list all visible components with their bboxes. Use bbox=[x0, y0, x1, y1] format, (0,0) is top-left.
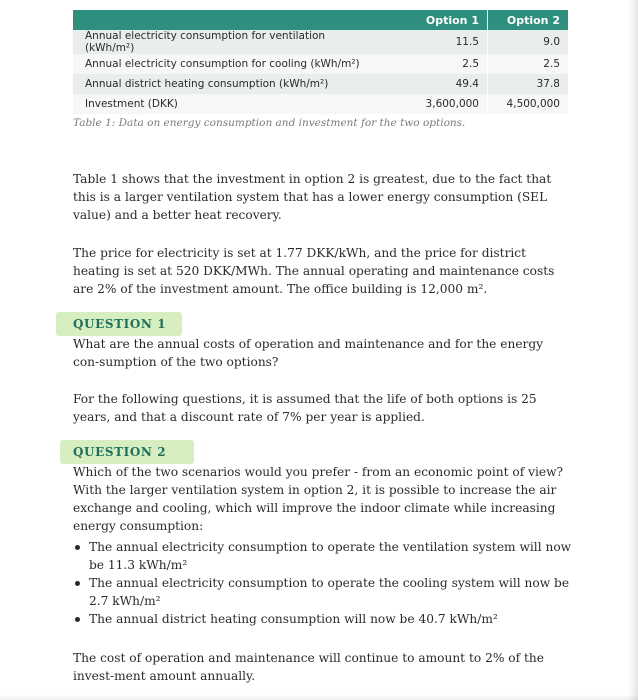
table-header-row bbox=[73, 10, 568, 30]
bullet-text: The annual electricity consumption to operate the ventilation system will now be 11.3 kWh/m² bbox=[89, 540, 572, 572]
table-header-blank bbox=[73, 10, 383, 30]
option-1-value: 2.5 bbox=[383, 54, 488, 74]
option-1-value: 11.5 bbox=[383, 30, 488, 54]
paragraph-prices: The price for electricity is set at 1.77 DKK/kWh, and the price for district heating is set at 520 DKK/MWh. The annual operating and maintenance costs are 2% of the investment amount. The office building is 12,000 m². bbox=[73, 246, 555, 296]
question-1-heading: QUESTION 1 bbox=[73, 317, 167, 331]
table-caption: Table 1: Data on energy consumption and investment for the two options. bbox=[73, 117, 466, 129]
paragraph-maintenance: The cost of operation and maintenance will continue to amount to 2% of the invest-ment amount annually. bbox=[73, 651, 544, 683]
option-2-value: 2.5 bbox=[488, 54, 569, 74]
bullet-dot-icon bbox=[75, 581, 80, 586]
question-2-heading: QUESTION 2 bbox=[73, 445, 167, 459]
option-1-value: 49.4 bbox=[383, 74, 488, 94]
table-row bbox=[73, 74, 568, 94]
table-row bbox=[73, 94, 568, 114]
question-2-text: Which of the two scenarios would you prefer - from an economic point of view? With the larger ventilation system in option 2, it is possible to increase the air exchange and cooling, which will improve the indoor climate while increasing energy consumption: bbox=[73, 465, 564, 533]
option-1-value: 3,600,000 bbox=[383, 94, 488, 114]
paragraph-investment: Table 1 shows that the investment in option 2 is greatest, due to the fact that this is a larger ventilation system that has a lower energy consumption (SEL value) and a better heat recovery. bbox=[73, 172, 552, 222]
option-2-value: 4,500,000 bbox=[488, 94, 569, 114]
bullet-dot-icon bbox=[75, 545, 80, 550]
row-label: Annual electricity consumption for ventilation (kWh/m²) bbox=[73, 30, 383, 54]
table-header-option-2: Option 2 bbox=[488, 10, 569, 30]
list-item bbox=[73, 538, 573, 574]
table-row bbox=[73, 30, 568, 54]
list-item bbox=[73, 574, 573, 610]
option-2-value: 9.0 bbox=[488, 30, 569, 54]
consumption-bullet-list bbox=[73, 538, 573, 628]
row-label: Investment (DKK) bbox=[73, 94, 383, 114]
table-row bbox=[73, 54, 568, 74]
page-edge-shadow bbox=[628, 0, 638, 700]
bullet-text: The annual district heating consumption will now be 40.7 kWh/m² bbox=[89, 612, 498, 626]
bullet-text: The annual electricity consumption to operate the cooling system will now be 2.7 kWh/m² bbox=[89, 576, 570, 608]
paragraph-assumptions: For the following questions, it is assumed that the life of both options is 25 years, and that a discount rate of 7% per year is applied. bbox=[73, 392, 537, 424]
table-header-option-1: Option 1 bbox=[383, 10, 488, 30]
list-item bbox=[73, 610, 573, 628]
data-table-container bbox=[73, 10, 568, 114]
energy-data-table bbox=[73, 10, 568, 114]
bullet-dot-icon bbox=[75, 617, 80, 622]
question-1-text: What are the annual costs of operation and maintenance and for the energy con-sumption of the two options? bbox=[73, 337, 544, 369]
row-label: Annual district heating consumption (kWh/m²) bbox=[73, 74, 383, 94]
option-2-value: 37.8 bbox=[488, 74, 569, 94]
row-label: Annual electricity consumption for cooling (kWh/m²) bbox=[73, 54, 383, 74]
page-bottom-shadow bbox=[0, 694, 638, 700]
